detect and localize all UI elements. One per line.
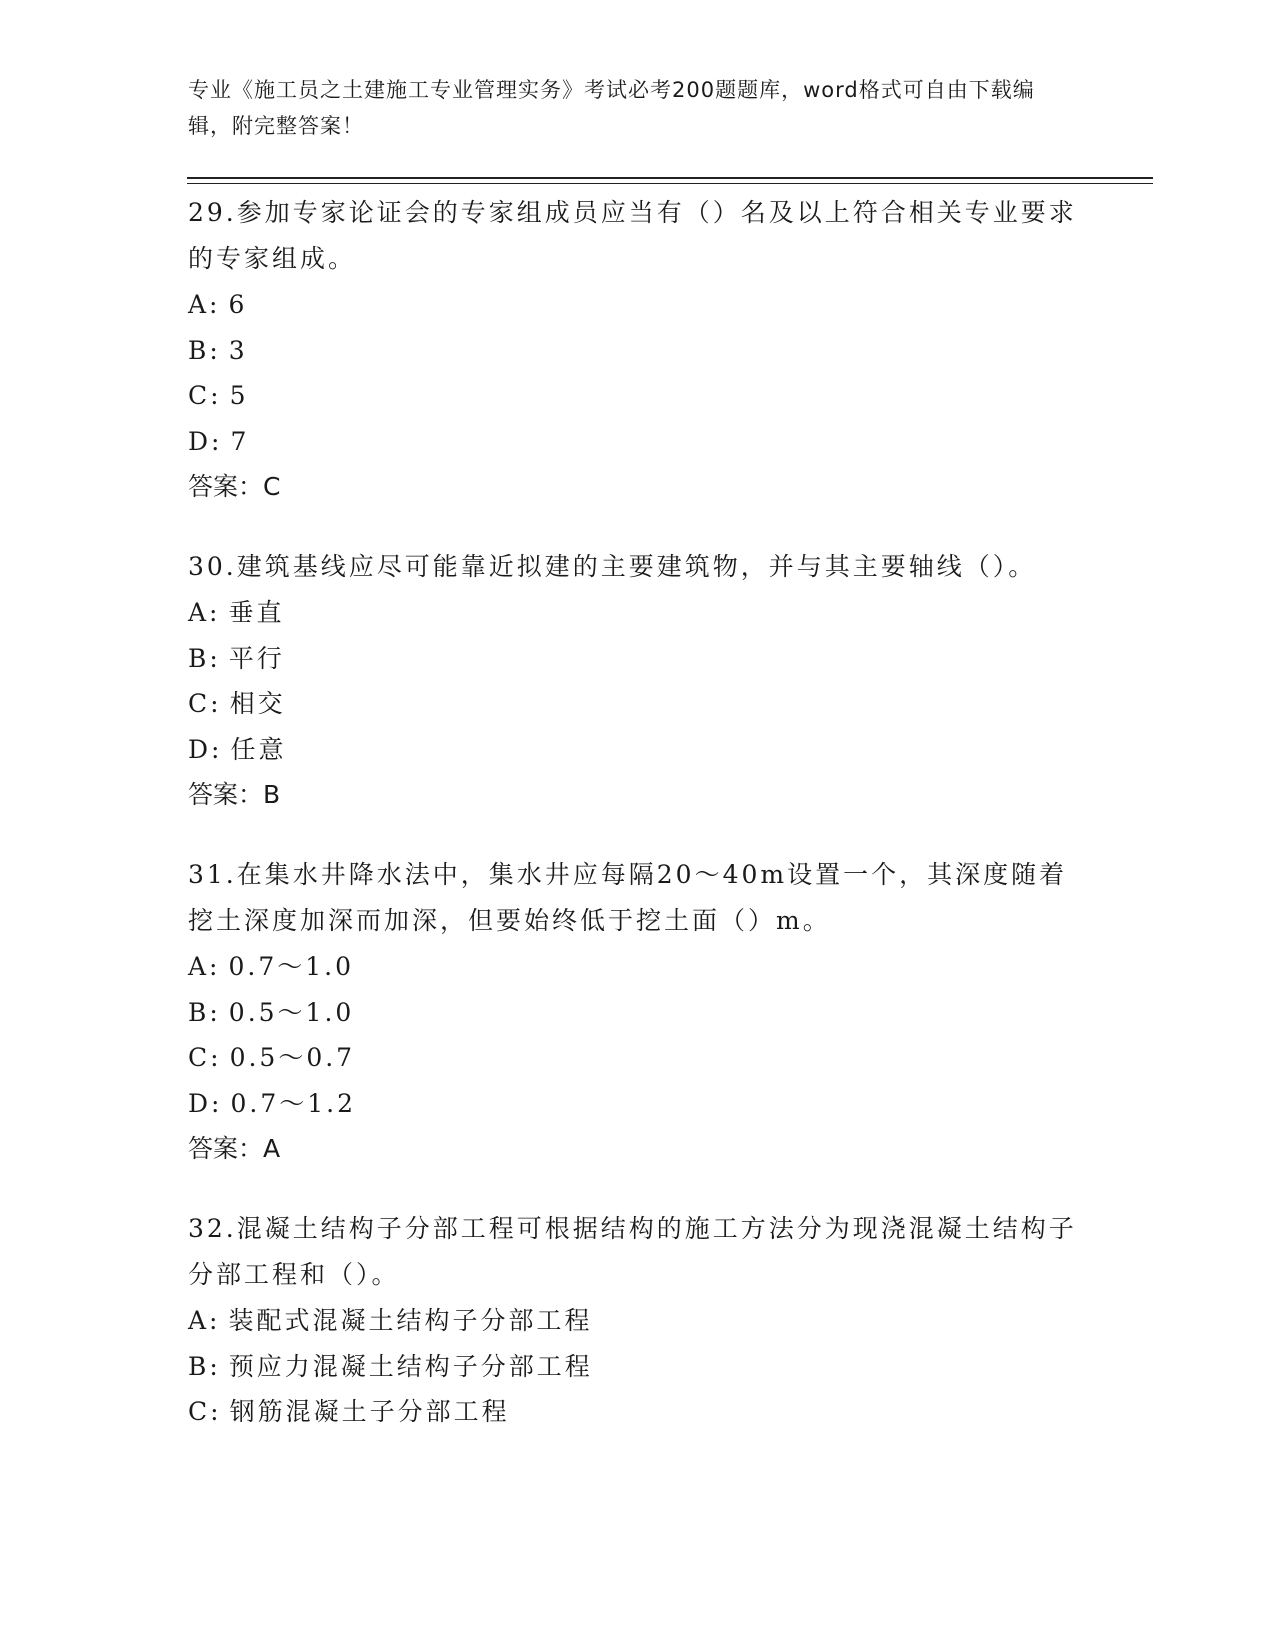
- option-text: 钢筋混凝土子分部工程: [229, 1397, 510, 1426]
- option-d: [188, 727, 1088, 773]
- header-divider-thick: [187, 177, 1153, 179]
- option-d: [188, 419, 1088, 465]
- answer-line: 答案：A: [188, 1134, 281, 1163]
- option-key: A:: [188, 1306, 221, 1335]
- option-key: D:: [188, 1088, 223, 1118]
- option-key: C:: [188, 381, 222, 410]
- option-text: 0.7～1.0: [228, 952, 355, 981]
- document-header: 专业《施工员之土建施工专业管理实务》考试必考200题题库，word格式可自由下载编辑，附完整答案！: [188, 78, 1035, 138]
- option-text: 装配式混凝土结构子分部工程: [228, 1306, 593, 1335]
- option-key: B:: [188, 1351, 221, 1381]
- option-text: 5: [229, 381, 249, 410]
- option-text: 0.7～1.2: [230, 1088, 356, 1118]
- question-31: [188, 852, 1088, 1172]
- option-text: 相交: [229, 689, 286, 718]
- option-b: [188, 1344, 1088, 1390]
- option-text: 6: [228, 290, 248, 319]
- option-b: [188, 636, 1088, 682]
- option-text: 0.5～0.7: [229, 1043, 356, 1072]
- option-c: [188, 373, 1088, 419]
- option-text: 3: [228, 335, 248, 365]
- option-key: C:: [188, 1043, 222, 1072]
- option-key: C:: [188, 1397, 222, 1426]
- option-text: 垂直: [228, 598, 285, 627]
- option-key: C:: [188, 689, 222, 718]
- option-a: [188, 590, 1088, 636]
- option-a: [188, 282, 1088, 328]
- question-list: [188, 190, 1088, 1469]
- option-c: [188, 1389, 1088, 1435]
- option-d: [188, 1081, 1088, 1127]
- option-key: D:: [188, 734, 223, 764]
- answer-line: 答案：B: [188, 780, 281, 809]
- option-a: [188, 944, 1088, 990]
- question-32: [188, 1206, 1088, 1435]
- header-divider-thin: [187, 183, 1153, 184]
- option-text: 平行: [228, 643, 285, 673]
- question-stem: 31.在集水井降水法中，集水井应每隔20～40m设置一个，其深度随着挖土深度加深而加深，但要始终低于挖土面（）m。: [188, 860, 1068, 935]
- option-c: [188, 681, 1088, 727]
- question-stem: 32.混凝土结构子分部工程可根据结构的施工方法分为现浇混凝土结构子分部工程和（）。: [188, 1214, 1077, 1289]
- question-stem: 29.参加专家论证会的专家组成员应当有（）名及以上符合相关专业要求的专家组成。: [188, 198, 1077, 273]
- question-30: [188, 544, 1088, 818]
- option-key: B:: [188, 643, 221, 673]
- option-key: B:: [188, 335, 221, 365]
- option-c: [188, 1035, 1088, 1081]
- option-a: [188, 1298, 1088, 1344]
- option-key: D:: [188, 426, 223, 456]
- option-text: 任意: [230, 734, 287, 764]
- option-key: B:: [188, 997, 221, 1027]
- option-text: 7: [230, 426, 250, 456]
- option-key: A:: [188, 598, 221, 627]
- option-key: A:: [188, 952, 221, 981]
- answer-line: 答案：C: [188, 472, 281, 501]
- option-key: A:: [188, 290, 221, 319]
- question-stem: 30.建筑基线应尽可能靠近拟建的主要建筑物，并与其主要轴线（）。: [188, 552, 1037, 581]
- question-29: [188, 190, 1088, 510]
- option-text: 预应力混凝土结构子分部工程: [228, 1351, 593, 1381]
- option-text: 0.5～1.0: [228, 997, 355, 1027]
- option-b: [188, 990, 1088, 1036]
- option-b: [188, 328, 1088, 374]
